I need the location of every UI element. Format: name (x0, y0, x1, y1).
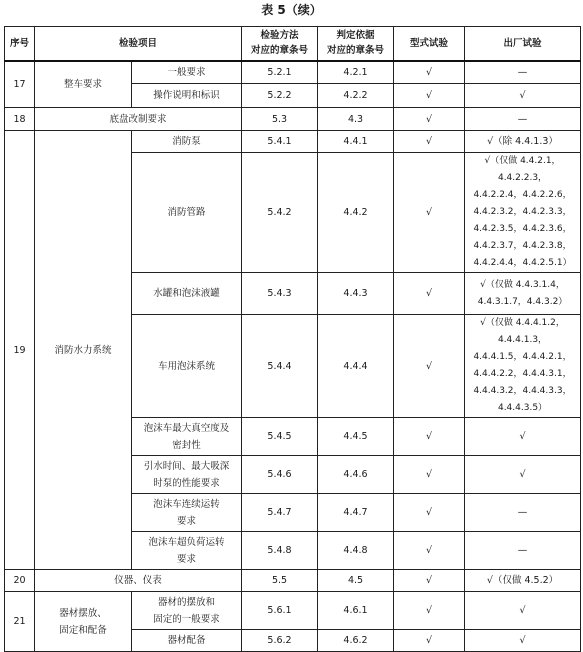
table-cell (132, 418, 242, 456)
table-cell: 5.4.3 (242, 273, 318, 315)
table-cell: 5.3 (242, 108, 318, 131)
inspection-table (4, 26, 581, 652)
cell-text: 4.4.2.2.4，4.4.2.2.6， (473, 190, 572, 200)
table-cell: 5.5 (242, 570, 318, 592)
table-cell: 一般要求 (132, 61, 242, 84)
table-cell: — (465, 61, 581, 84)
table-cell: √ (465, 456, 581, 494)
cell-text: 4.4.4.2.2，4.4.4.3.1， (473, 369, 572, 379)
header-type-test: 型式试验 (394, 27, 465, 61)
table-cell: √ (394, 418, 465, 456)
table-cell: 4.2.2 (318, 84, 394, 108)
table-cell: 17 (5, 61, 35, 108)
table-cell: √ (394, 532, 465, 570)
cell-text: 4.4.4.1.5，4.4.4.2.1， (473, 352, 572, 362)
table-cell: √ (394, 153, 465, 273)
table-cell: √ (394, 630, 465, 652)
table-cell: 水罐和泡沫液罐 (132, 273, 242, 315)
table-cell: 4.6.1 (318, 592, 394, 630)
cell-text: 4.4.3.1.7，4.4.3.2） (477, 296, 568, 307)
table-cell: 消防管路 (132, 153, 242, 273)
cell-text: 固定和配备 (59, 624, 107, 636)
table-cell: 整车要求 (35, 61, 132, 108)
table-cell (132, 592, 242, 630)
table-cell: 4.4.2 (318, 153, 394, 273)
table-cell: √ (394, 456, 465, 494)
table-cell (35, 592, 132, 652)
table-cell: 5.4.2 (242, 153, 318, 273)
table-cell: — (465, 494, 581, 532)
table-row (5, 131, 581, 153)
cell-text: √（仅做 4.4.3.1.4， (480, 279, 565, 290)
table-cell: √ (394, 108, 465, 131)
table-cell: 5.4.4 (242, 315, 318, 418)
cell-text: 泡沫车超负荷运转 (148, 536, 225, 548)
header-seq: 序号 (5, 27, 35, 61)
table-cell: 消防水力系统 (35, 131, 132, 570)
table-cell: 4.4.5 (318, 418, 394, 456)
table-cell: 5.2.1 (242, 61, 318, 84)
table-cell: 5.2.2 (242, 84, 318, 108)
table-cell: 4.4.6 (318, 456, 394, 494)
table-cell: 4.4.1 (318, 131, 394, 153)
table-cell: √（除 4.4.1.3） (465, 131, 581, 153)
table-cell: √ (465, 592, 581, 630)
cell-text: 引水时间、最大吸深 (143, 460, 230, 472)
cell-text: 器材的摆放和 (158, 596, 216, 608)
table-cell: 4.4.7 (318, 494, 394, 532)
header-basis (318, 27, 394, 61)
header-method (242, 27, 318, 61)
table-cell: 18 (5, 108, 35, 131)
table-row (5, 108, 581, 131)
table-cell: — (465, 532, 581, 570)
table-cell (465, 315, 581, 418)
table-cell: 5.4.6 (242, 456, 318, 494)
cell-text: 4.4.4.3.2，4.4.4.3.3， (473, 386, 572, 396)
cell-text: 密封性 (172, 439, 201, 451)
table-cell: 5.4.7 (242, 494, 318, 532)
cell-text: 检验方法 (260, 30, 299, 42)
table-cell: √ (465, 418, 581, 456)
table-cell: 4.4.8 (318, 532, 394, 570)
cell-text: √（仅做 4.4.4.1.2，4.4.4.1.3， (480, 318, 565, 345)
table-cell: 车用泡沫系统 (132, 315, 242, 418)
header-item: 检验项目 (35, 27, 242, 61)
table-cell: 5.4.5 (242, 418, 318, 456)
cell-text: 固定的一般要求 (153, 613, 220, 625)
table-cell: 4.4.3 (318, 273, 394, 315)
table-cell: 器材配备 (132, 630, 242, 652)
table-cell: 4.6.2 (318, 630, 394, 652)
cell-text: 器材摆放、 (59, 607, 107, 619)
table-cell: √ (394, 131, 465, 153)
table-cell (465, 153, 581, 273)
table-cell: √ (394, 273, 465, 315)
cell-text: 4.4.2.4.4，4.4.2.5.1） (473, 258, 572, 268)
table-cell: √ (394, 84, 465, 108)
table-cell (132, 456, 242, 494)
header-factory-test: 出厂试验 (465, 27, 581, 61)
table-cell: √ (394, 61, 465, 84)
table-cell: 4.4.4 (318, 315, 394, 418)
table-cell: √ (394, 315, 465, 418)
table-cell: 底盘改制要求 (35, 108, 242, 131)
table-cell (132, 494, 242, 532)
cell-text: 4.4.2.3.7，4.4.2.3.8， (473, 241, 572, 251)
cell-text: 4.4.2.3.5，4.4.2.3.6， (473, 224, 572, 234)
cell-text: 时泵的性能要求 (153, 477, 220, 489)
cell-text: 4.4.2.3.2，4.4.2.3.3， (473, 207, 572, 217)
table-cell: 21 (5, 592, 35, 652)
table-cell: 4.3 (318, 108, 394, 131)
table-cell: 4.5 (318, 570, 394, 592)
cell-text: 4.4.4.3.5） (497, 403, 548, 413)
table-title: 表 5（续） (261, 3, 322, 17)
table-cell: √ (465, 630, 581, 652)
table-row (5, 570, 581, 592)
header-row (5, 27, 581, 61)
cell-text: 对应的章条号 (327, 45, 385, 57)
cell-text: 判定依据 (336, 30, 375, 42)
table-cell: 5.4.8 (242, 532, 318, 570)
cell-text: 要求 (177, 553, 197, 565)
table-row (5, 61, 581, 84)
table-cell: 5.6.2 (242, 630, 318, 652)
table-cell (465, 273, 581, 315)
table-cell: √ (394, 570, 465, 592)
table-cell: √ (394, 494, 465, 532)
table-cell: 5.4.1 (242, 131, 318, 153)
table-cell: 仪器、仪表 (35, 570, 242, 592)
cell-text: √（仅做 4.4.2.1，4.4.2.2.3， (484, 156, 561, 183)
table-cell: √（仅做 4.5.2） (465, 570, 581, 592)
table-cell: 消防泵 (132, 131, 242, 153)
table-cell: 20 (5, 570, 35, 592)
table-row (5, 592, 581, 630)
table-cell (132, 532, 242, 570)
table-cell: 5.6.1 (242, 592, 318, 630)
cell-text: 对应的章条号 (251, 45, 309, 57)
cell-text: 泡沫车连续运转 (153, 498, 220, 510)
table-cell: 操作说明和标识 (132, 84, 242, 108)
table-cell: √ (465, 84, 581, 108)
table-cell: √ (394, 592, 465, 630)
table-cell: — (465, 108, 581, 131)
table-cell: 4.2.1 (318, 61, 394, 84)
cell-text: 要求 (177, 515, 197, 527)
table-cell: 19 (5, 131, 35, 570)
cell-text: 泡沫车最大真空度及 (143, 422, 230, 434)
